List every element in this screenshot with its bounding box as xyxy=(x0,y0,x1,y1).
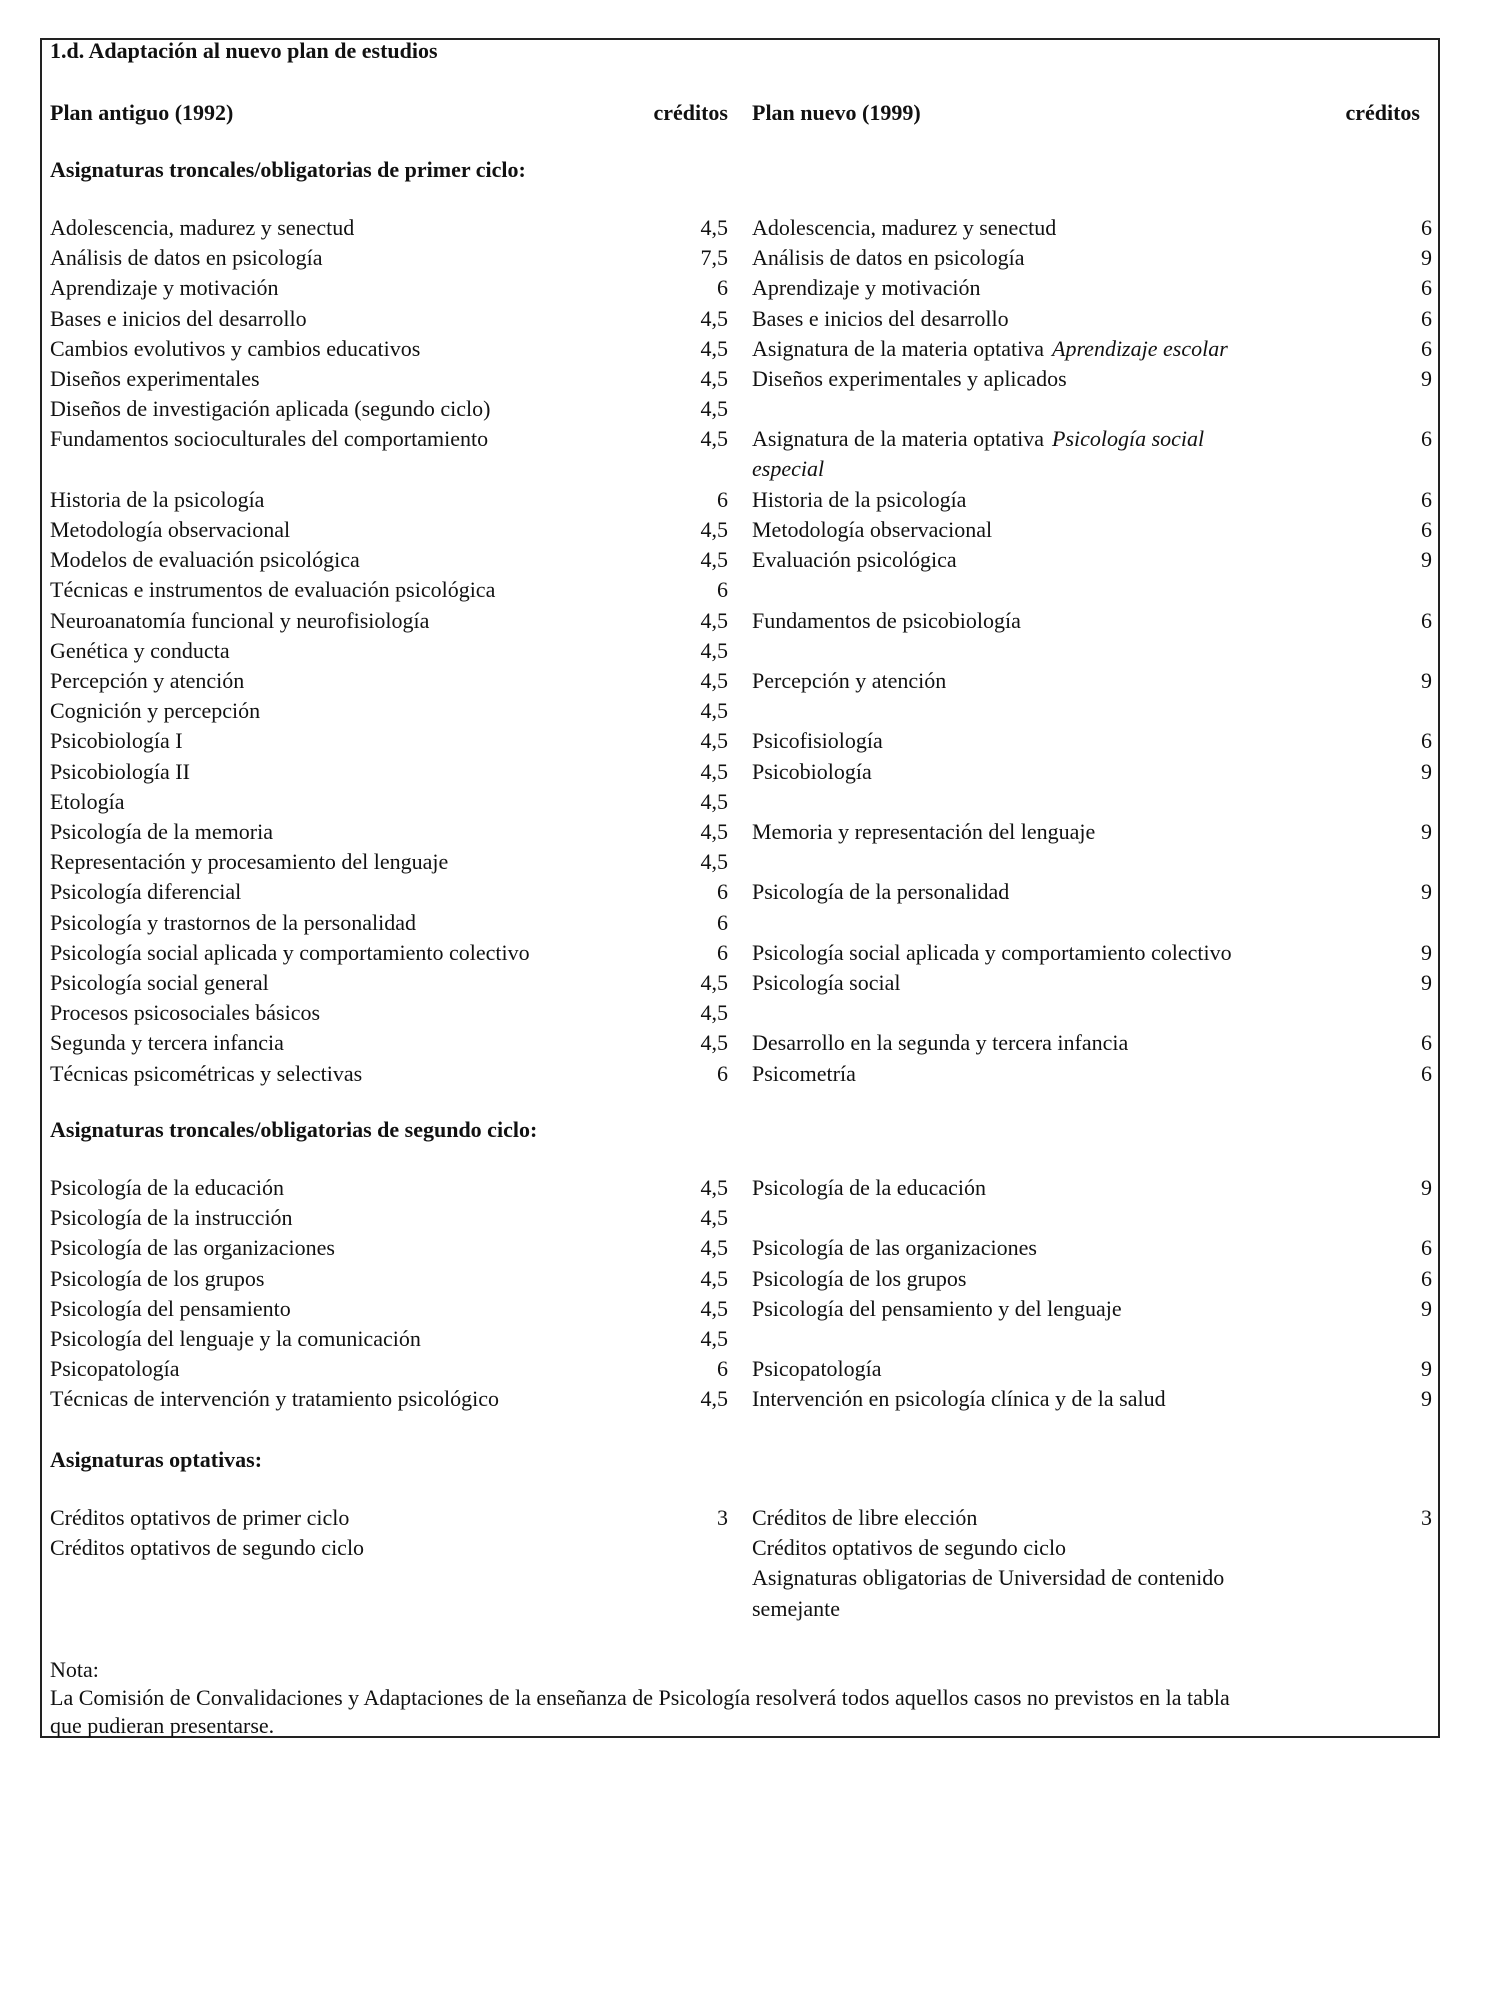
old-credits: 4,5 xyxy=(700,1235,728,1261)
old-subject: Créditos optativos de primer ciclo xyxy=(50,1505,350,1530)
group1-title: Asignaturas troncales/obligatorias de primer ciclo: xyxy=(50,157,526,182)
old-credits: 7,5 xyxy=(700,245,728,271)
new-credits: 9 xyxy=(1421,366,1432,391)
old-credits: 4,5 xyxy=(700,1175,728,1200)
old-subject: Psicología de las organizaciones xyxy=(50,1235,335,1261)
old-subject: Diseños de investigación aplicada (segundo ciclo) xyxy=(50,396,491,422)
old-credits: 4,5 xyxy=(700,305,728,331)
new-credits: 9 xyxy=(1421,879,1432,905)
old-credits: 4,5 xyxy=(700,1386,728,1412)
old-subject: Psicobiología I xyxy=(50,728,183,754)
optional-subject-name-cont: especial xyxy=(752,456,825,482)
new-subject: Psicología de la personalidad xyxy=(752,879,1010,905)
old-subject: Psicología del pensamiento xyxy=(50,1295,291,1321)
old-subject: Cambios evolutivos y cambios educativos xyxy=(50,335,421,361)
old-credits: 4,5 xyxy=(700,1326,728,1351)
new-subject: Metodología observacional xyxy=(752,517,993,542)
old-credits: 6 xyxy=(717,909,728,935)
new-subject: Créditos optativos de segundo ciclo xyxy=(752,1535,1067,1561)
old-credits: 4,5 xyxy=(700,698,728,724)
old-subject: Genética y conducta xyxy=(50,637,230,663)
new-credits: 6 xyxy=(1421,728,1432,754)
old-subject: Procesos psicosociales básicos xyxy=(50,1000,321,1026)
new-credits: 6 xyxy=(1421,275,1432,301)
new-credits: 6 xyxy=(1421,486,1432,512)
new-credits: 6 xyxy=(1421,607,1432,633)
new-subject: Intervención en psicología clínica y de la salud xyxy=(752,1386,1166,1412)
old-subject: Psicología y trastornos de la personalidad xyxy=(50,909,416,935)
old-credits: 4,5 xyxy=(700,819,728,844)
old-subject: Psicología de la educación xyxy=(50,1175,284,1200)
old-credits: 6 xyxy=(717,1356,728,1382)
new-subject xyxy=(752,334,1228,364)
new-credits: 6 xyxy=(1421,426,1432,452)
new-credits-header: créditos xyxy=(1345,100,1420,125)
old-subject: Créditos optativos de segundo ciclo xyxy=(50,1535,365,1561)
new-subject-text: Asignatura de la materia optativa xyxy=(752,335,1044,361)
old-subject: Percepción y atención xyxy=(50,668,245,693)
new-credits: 6 xyxy=(1421,1060,1432,1086)
old-subject: Diseños experimentales xyxy=(50,366,260,391)
new-subject: Historia de la psicología xyxy=(752,486,967,512)
new-credits: 6 xyxy=(1421,215,1432,240)
old-credits: 6 xyxy=(717,275,728,301)
old-credits: 4,5 xyxy=(700,1205,728,1231)
new-subject: Psicología de las organizaciones xyxy=(752,1235,1037,1261)
new-credits: 9 xyxy=(1421,245,1432,271)
note-line-2: que pudieran presentarse. xyxy=(50,1713,275,1738)
old-subject: Bases e inicios del desarrollo xyxy=(50,305,307,331)
new-credits: 6 xyxy=(1421,1235,1432,1261)
new-plan-header: Plan nuevo (1999) xyxy=(752,100,921,125)
new-subject: Psicología de los grupos xyxy=(752,1265,967,1291)
old-subject: Técnicas psicométricas y selectivas xyxy=(50,1060,363,1086)
optional-subject-name: Aprendizaje escolar xyxy=(1052,335,1228,361)
new-credits: 6 xyxy=(1421,335,1432,361)
old-credits: 3 xyxy=(717,1505,728,1530)
new-subject: Fundamentos de psicobiología xyxy=(752,607,1021,633)
old-subject: Psicología del lenguaje y la comunicación xyxy=(50,1326,421,1351)
old-credits: 6 xyxy=(717,1060,728,1086)
old-subject: Adolescencia, madurez y senectud xyxy=(50,215,355,240)
new-credits: 9 xyxy=(1421,1386,1432,1412)
new-subject-text: Asignatura de la materia optativa xyxy=(752,426,1044,452)
new-subject: Adolescencia, madurez y senectud xyxy=(752,215,1057,240)
new-credits: 9 xyxy=(1421,547,1432,573)
new-subject: Psicopatología xyxy=(752,1356,882,1382)
new-subject: Psicología social xyxy=(752,970,901,995)
old-credits: 6 xyxy=(717,939,728,965)
new-credits: 6 xyxy=(1421,1265,1432,1291)
new-subject: Evaluación psicológica xyxy=(752,547,957,573)
old-credits: 4,5 xyxy=(700,335,728,361)
new-subject: Psicometría xyxy=(752,1060,856,1086)
old-subject: Técnicas e instrumentos de evaluación psicológica xyxy=(50,577,496,603)
old-credits: 6 xyxy=(717,577,728,603)
old-subject: Psicología de la instrucción xyxy=(50,1205,293,1231)
old-credits: 4,5 xyxy=(700,607,728,633)
old-subject: Metodología observacional xyxy=(50,517,291,542)
old-subject: Neuroanatomía funcional y neurofisiología xyxy=(50,607,430,633)
new-credits: 9 xyxy=(1421,1175,1432,1200)
new-credits: 9 xyxy=(1421,758,1432,784)
new-subject: Créditos de libre elección xyxy=(752,1505,978,1530)
old-subject: Fundamentos socioculturales del comportamiento xyxy=(50,426,489,452)
new-subject: Psicología social aplicada y comportamiento colectivo xyxy=(752,939,1232,965)
group2-title: Asignaturas troncales/obligatorias de segundo ciclo: xyxy=(50,1117,538,1142)
old-subject: Técnicas de intervención y tratamiento psicológico xyxy=(50,1386,500,1412)
old-credits: 4,5 xyxy=(700,668,728,693)
old-plan-header: Plan antiguo (1992) xyxy=(50,100,234,125)
new-subject: Psicofisiología xyxy=(752,728,883,754)
old-subject: Psicología social aplicada y comportamiento colectivo xyxy=(50,939,530,965)
new-subject: Asignaturas obligatorias de Universidad de contenido xyxy=(752,1565,1225,1591)
new-subject: Diseños experimentales y aplicados xyxy=(752,366,1067,391)
old-subject: Psicobiología II xyxy=(50,758,190,784)
new-subject: Memoria y representación del lenguaje xyxy=(752,819,1096,844)
new-credits: 9 xyxy=(1421,1295,1432,1321)
old-subject: Etología xyxy=(50,788,125,814)
old-subject: Cognición y percepción xyxy=(50,698,261,724)
old-credits: 4,5 xyxy=(700,426,728,452)
old-credits: 4,5 xyxy=(700,758,728,784)
new-credits: 9 xyxy=(1421,1356,1432,1382)
new-subject: Psicología de la educación xyxy=(752,1175,986,1200)
old-credits: 4,5 xyxy=(700,637,728,663)
old-credits: 4,5 xyxy=(700,396,728,422)
old-credits: 4,5 xyxy=(700,1265,728,1291)
old-credits: 4,5 xyxy=(700,1000,728,1026)
old-credits: 4,5 xyxy=(700,366,728,391)
old-credits: 4,5 xyxy=(700,728,728,754)
new-subject: Psicobiología xyxy=(752,758,872,784)
new-subject: semejante xyxy=(752,1595,840,1621)
old-subject: Psicología de la memoria xyxy=(50,819,273,844)
new-subject: Percepción y atención xyxy=(752,668,947,693)
old-subject: Historia de la psicología xyxy=(50,486,265,512)
old-credits: 4,5 xyxy=(700,1295,728,1321)
old-credits: 6 xyxy=(717,879,728,905)
old-subject: Psicología diferencial xyxy=(50,879,242,905)
new-credits: 9 xyxy=(1421,668,1432,693)
old-subject: Modelos de evaluación psicológica xyxy=(50,547,360,573)
new-credits: 9 xyxy=(1421,970,1432,995)
note-label: Nota: xyxy=(50,1657,99,1682)
new-subject: Análisis de datos en psicología xyxy=(752,245,1025,271)
old-credits: 6 xyxy=(717,486,728,512)
old-subject: Psicología de los grupos xyxy=(50,1265,265,1291)
new-credits: 3 xyxy=(1421,1505,1432,1530)
old-subject: Aprendizaje y motivación xyxy=(50,275,279,301)
old-subject: Segunda y tercera infancia xyxy=(50,1030,284,1056)
old-subject: Análisis de datos en psicología xyxy=(50,245,323,271)
old-subject: Psicología social general xyxy=(50,970,269,995)
new-subject: Aprendizaje y motivación xyxy=(752,275,981,301)
old-credits-header: créditos xyxy=(653,100,728,125)
new-credits: 6 xyxy=(1421,1030,1432,1056)
new-credits: 9 xyxy=(1421,819,1432,844)
old-credits: 4,5 xyxy=(700,547,728,573)
new-credits: 6 xyxy=(1421,517,1432,542)
old-subject: Representación y procesamiento del lenguaje xyxy=(50,849,449,875)
optional-subject-name: Psicología social xyxy=(1052,426,1205,452)
old-credits: 4,5 xyxy=(700,970,728,995)
new-subject: Bases e inicios del desarrollo xyxy=(752,305,1009,331)
new-credits: 6 xyxy=(1421,305,1432,331)
old-credits: 4,5 xyxy=(700,788,728,814)
new-credits: 9 xyxy=(1421,939,1432,965)
new-subject: Psicología del pensamiento y del lenguaje xyxy=(752,1295,1122,1321)
old-credits: 4,5 xyxy=(700,215,728,240)
group3-title: Asignaturas optativas: xyxy=(50,1447,263,1472)
old-credits: 4,5 xyxy=(700,1030,728,1056)
new-subject xyxy=(752,424,1204,454)
old-credits: 4,5 xyxy=(700,849,728,875)
old-subject: Psicopatología xyxy=(50,1356,180,1382)
note-line-1: La Comisión de Convalidaciones y Adaptaciones de la enseñanza de Psicología resolverá todos aquellos casos no previstos en la tabla xyxy=(50,1685,1230,1710)
old-credits: 4,5 xyxy=(700,517,728,542)
new-subject: Desarrollo en la segunda y tercera infancia xyxy=(752,1030,1129,1056)
section-title: 1.d. Adaptación al nuevo plan de estudios xyxy=(50,38,438,63)
